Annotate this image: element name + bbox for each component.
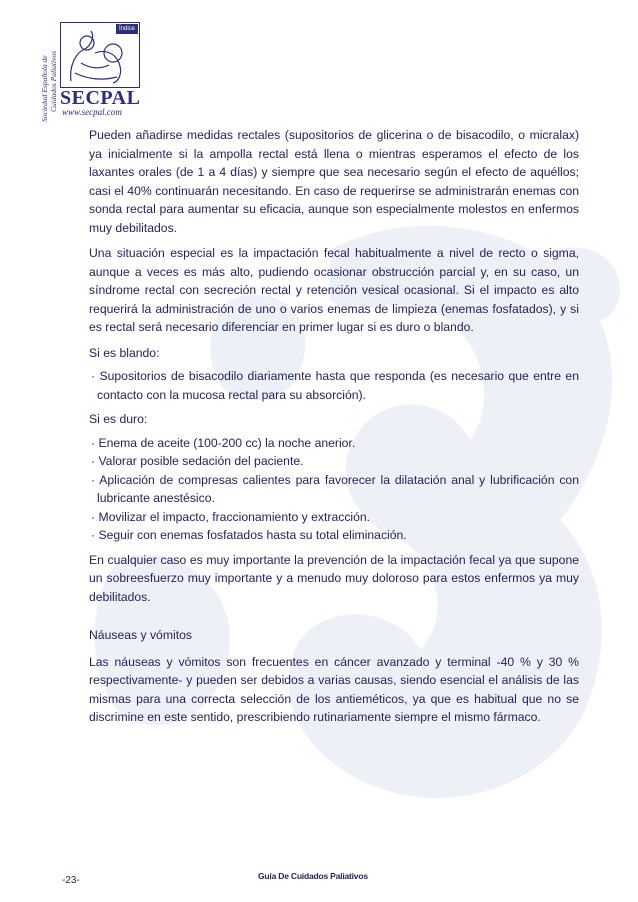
section-heading-nausea: Náuseas y vómitos (89, 628, 192, 642)
paragraph-prevention: En cualquier caso es muy importante la prevención de la impactación fecal ya que supone un sobreesfuerzo muy importante y a menudo muy doloroso para estos enfermos ya muy debilitados. (89, 552, 579, 604)
secpal-logo[interactable] (18, 10, 141, 122)
list-item: · Movilizar el impacto, fraccionamiento y extracción. (91, 509, 371, 524)
label-soft: Si es blando: (89, 345, 160, 360)
index-badge[interactable]: Índice (116, 24, 138, 34)
list-item: · Enema de aceite (100-200 cc) la noche anerior. (91, 435, 356, 450)
list-item: · Valorar posible sedación del paciente. (91, 454, 304, 468)
logo-society-name: Sociedad Española de Cuidados Paliativos (40, 50, 58, 122)
page-number: -23- (62, 875, 80, 886)
label-hard: Si es duro: (89, 412, 148, 426)
paragraph-rectal-measures: Pueden añadirse medidas rectales (supositorios de glicerina o de bisacodilo, o micralax) ya inicialmente si la ampolla rectal está llena o mientras esperamos el efecto de los laxantes orales (de 1 a 4 días) y siempre que sea necesario según el efecto de aquéllos; casi el 40% continuarán necesitando. En caso de requerirse se administrarán enemas con sonda rectal para aumentar su eficacia, aunque son especialmente molestos en enfermos muy debilitados. (89, 128, 579, 235)
list-soft (89, 367, 579, 404)
logo-url[interactable]: www.secpal.com (62, 107, 122, 117)
list-hard (89, 434, 579, 545)
list-item: · Aplicación de compresas calientes para favorecer la dilatación anal y lubrificación con lubricante anestésico. (91, 472, 579, 505)
footer-title: Guía De Cuidados Paliativos (258, 871, 368, 881)
page-content (89, 126, 579, 734)
paragraph-fecal-impaction: Una situación especial es la impactación fecal habitualmente a nivel de recto o sigma, aunque a veces es más alto, pudiendo ocasionar obstrucción parcial y, en su caso, un síndrome rectal con secreción rectal y retención vesical ocasional. Si el impacto es alto requerirá la administración de uno o varios enemas de limpieza (enemas fosfatados), y si es rectal será necesario diferenciar en primer lugar si es duro o blando. (89, 246, 579, 334)
logo-title: SECPAL (60, 87, 141, 109)
list-item: · Supositorios de bisacodilo diariamente hasta que responda (es necesario que entre en contacto con la mucosa rectal para su absorción). (91, 369, 579, 402)
paragraph-nausea: Las náuseas y vómitos son frecuentes en cáncer avanzado y terminal -40 % y 30 % respectivamente- y pueden ser debidos a varias causas, siendo esencial el análisis de las mismas para una correcta selección de los antieméticos, ya que es habitual que no se discrimine en este sentido, prescribiendo rutinariamente siempre el mismo fármaco. (89, 654, 579, 724)
list-item: · Seguir con enemas fosfatados hasta su total eliminación. (91, 528, 407, 542)
